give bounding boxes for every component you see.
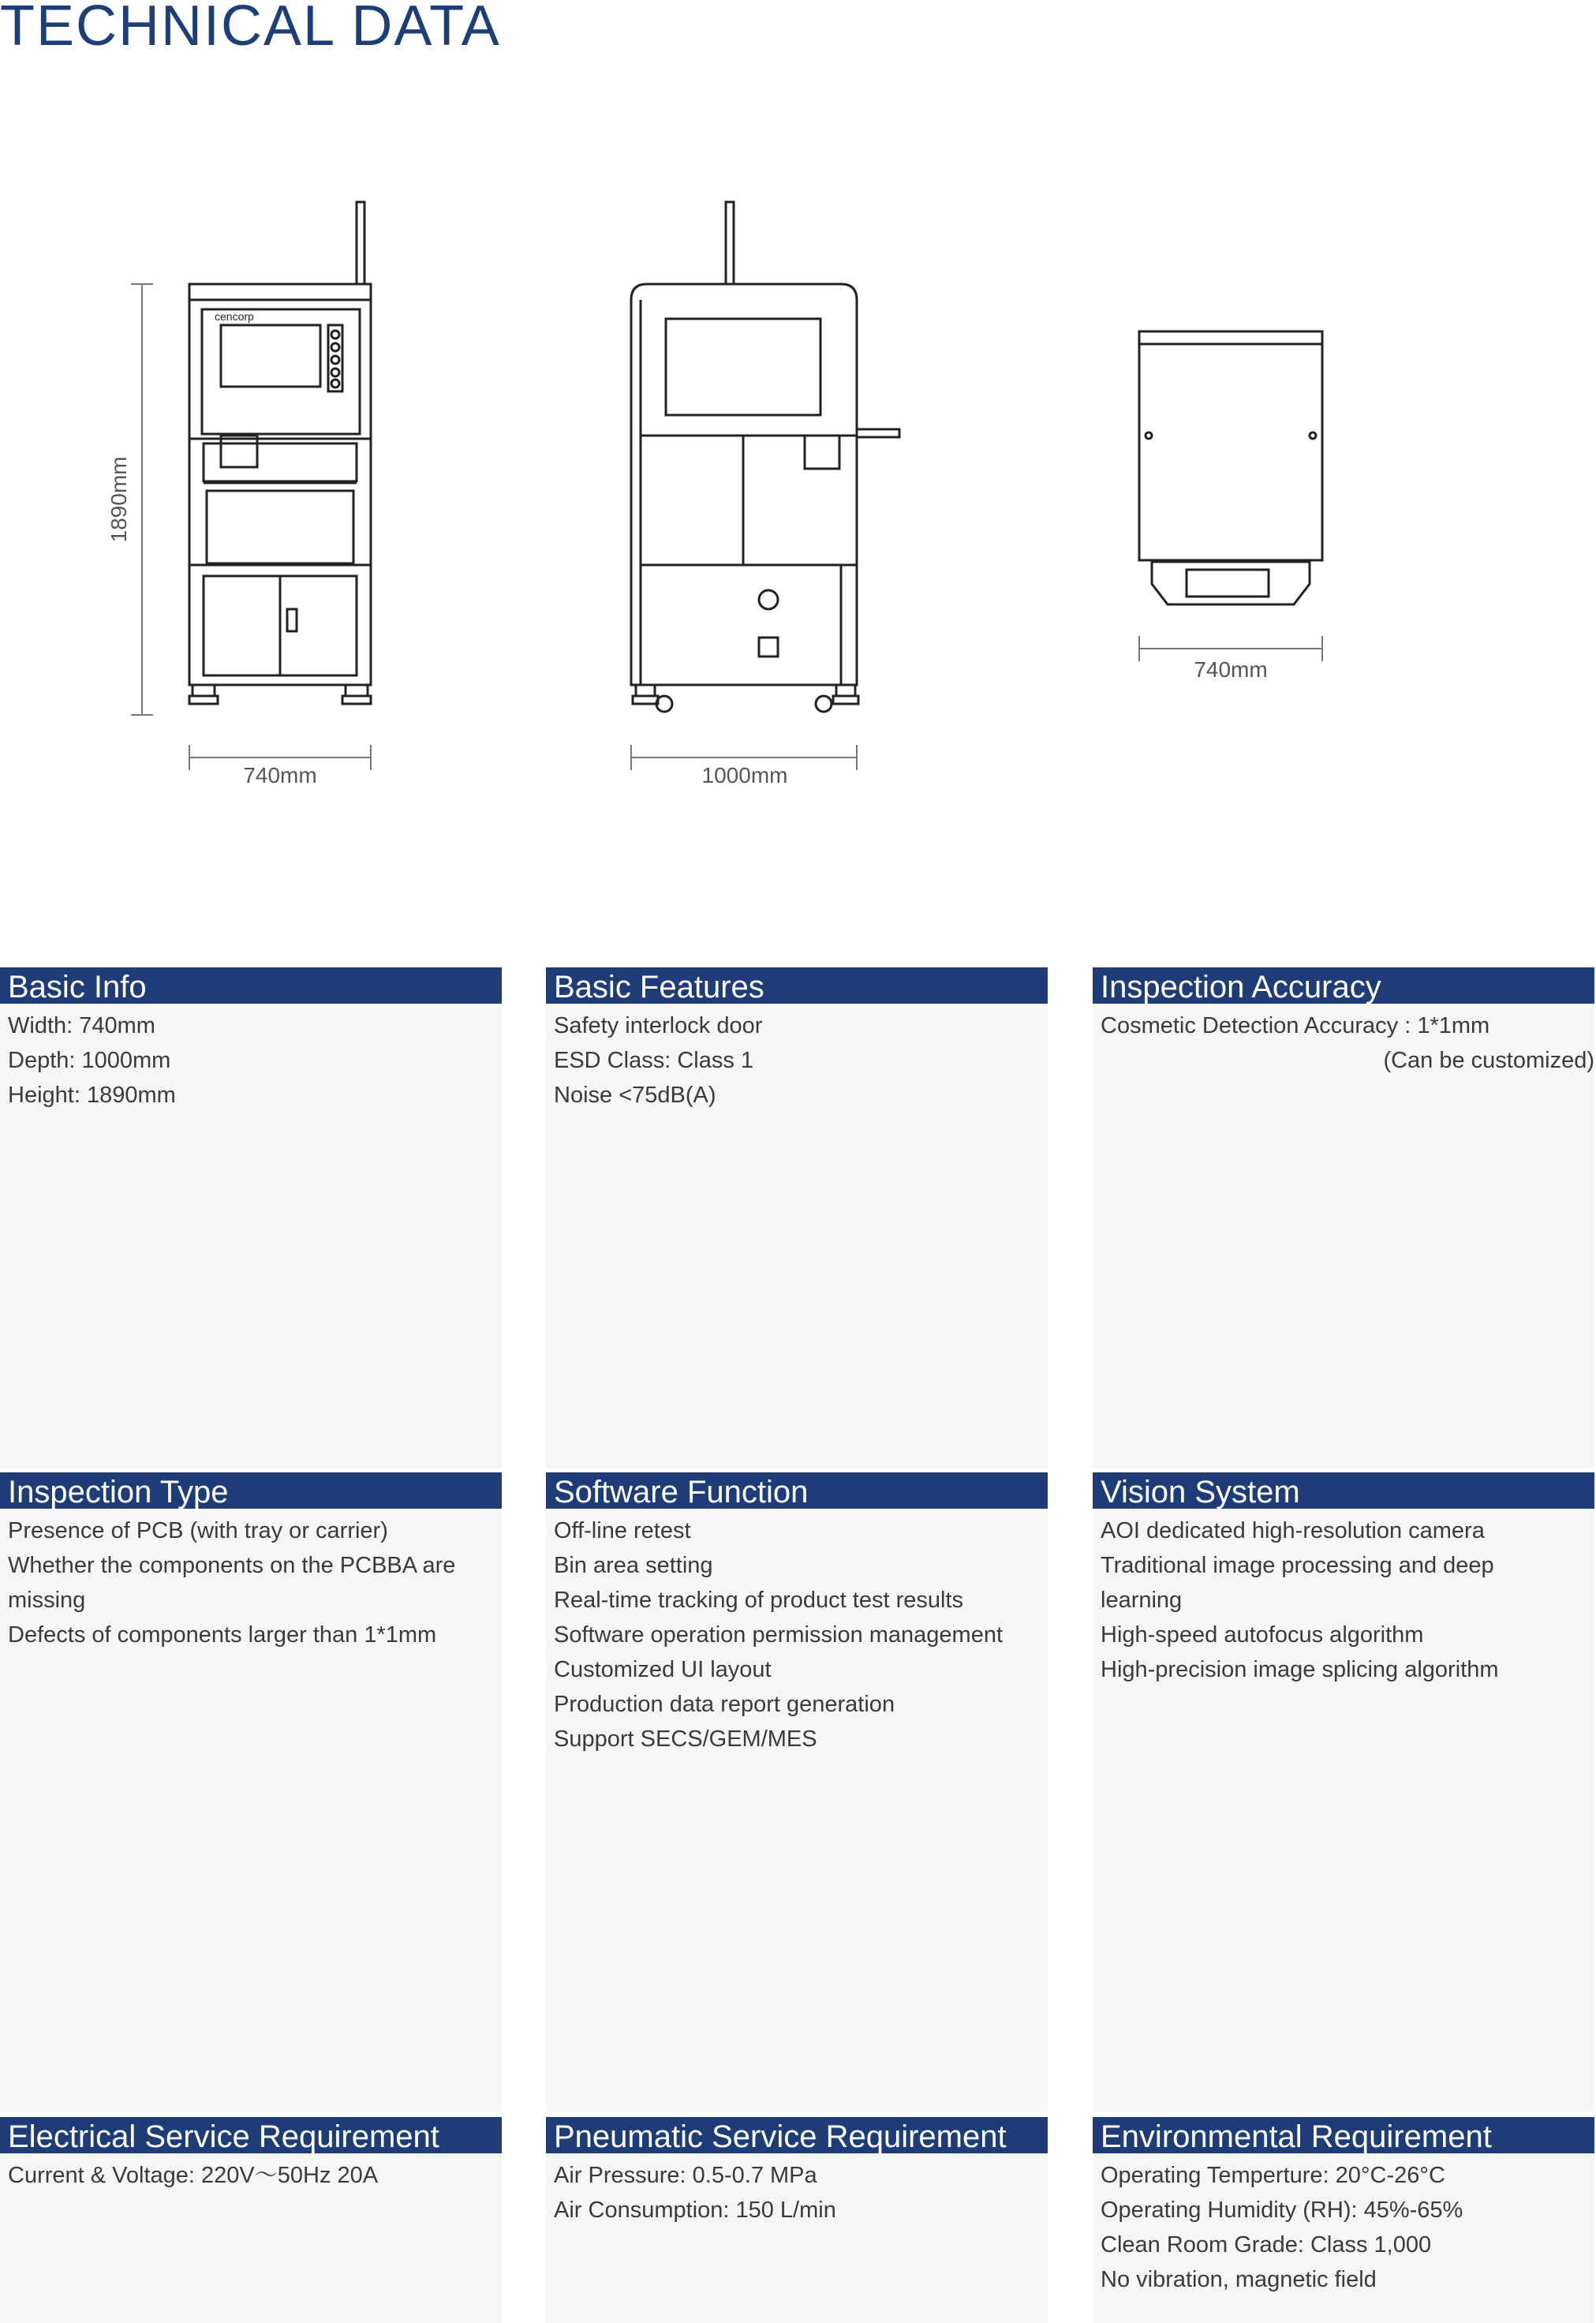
environmental-panel xyxy=(1093,2117,1594,2323)
software-function-panel xyxy=(546,1472,1048,2112)
spec-line: Traditional image processing and deep xyxy=(1101,1553,1494,1578)
spec-line: learning xyxy=(1101,1588,1183,1613)
panel-title: Basic Features xyxy=(546,967,1048,1004)
spec-line: Width: 740mm xyxy=(8,1013,155,1038)
spec-line: Air Pressure: 0.5-0.7 MPa xyxy=(554,2163,817,2188)
machine-drawings xyxy=(0,181,1596,813)
basic-info-panel xyxy=(0,967,502,1468)
panel-title: Inspection Accuracy xyxy=(1093,967,1594,1004)
basic-features-panel xyxy=(546,967,1048,1468)
spec-line: (Can be customized) xyxy=(1383,1048,1594,1073)
spec-line: ESD Class: Class 1 xyxy=(554,1048,754,1073)
spec-line: Safety interlock door xyxy=(554,1013,763,1038)
panel-title: Software Function xyxy=(546,1472,1048,1509)
spec-line: Depth: 1000mm xyxy=(8,1048,171,1073)
spec-line: Clean Room Grade: Class 1,000 xyxy=(1101,2232,1432,2258)
spec-line: Software operation permission management xyxy=(554,1622,1004,1648)
spec-line: missing xyxy=(8,1588,86,1613)
spec-line: High-speed autofocus algorithm xyxy=(1101,1622,1424,1648)
spec-line: Air Consumption: 150 L/min xyxy=(554,2198,836,2223)
spec-line: Operating Humidity (RH): 45%-65% xyxy=(1101,2198,1463,2223)
page-title: TECHNICAL DATA xyxy=(0,0,501,58)
panel-title: Vision System xyxy=(1093,1472,1594,1509)
spec-line: AOI dedicated high-resolution camera xyxy=(1101,1518,1485,1543)
panel-title: Basic Info xyxy=(0,967,502,1004)
front-view-drawing xyxy=(189,202,371,704)
spec-line: Operating Temperture: 20°C-26°C xyxy=(1101,2163,1445,2188)
electrical-panel xyxy=(0,2117,502,2323)
spec-line: Current & Voltage: 220V～50Hz 20A xyxy=(8,2163,379,2188)
spec-line: High-precision image splicing algorithm xyxy=(1101,1657,1499,1682)
spec-line: Support SECS/GEM/MES xyxy=(554,1726,817,1752)
front-brand-label: cencorp xyxy=(215,310,254,323)
panel-title: Electrical Service Requirement xyxy=(0,2117,502,2153)
inspection-accuracy-panel xyxy=(1093,967,1594,1468)
panel-title: Inspection Type xyxy=(0,1472,502,1509)
front-width-label: 740mm xyxy=(243,763,317,787)
top-width-label: 740mm xyxy=(1194,657,1268,682)
spec-line: Real-time tracking of product test results xyxy=(554,1588,963,1613)
spec-line: Cosmetic Detection Accuracy : 1*1mm xyxy=(1101,1013,1490,1038)
inspection-type-panel xyxy=(0,1472,502,2112)
side-width-label: 1000mm xyxy=(701,763,788,787)
spec-line: Noise <75dB(A) xyxy=(554,1083,716,1108)
spec-line: Presence of PCB (with tray or carrier) xyxy=(8,1518,388,1543)
spec-line: Height: 1890mm xyxy=(8,1083,176,1108)
pneumatic-panel xyxy=(546,2117,1048,2323)
spec-line: Production data report generation xyxy=(554,1692,895,1717)
top-view-drawing xyxy=(1139,331,1322,604)
spec-line: Whether the components on the PCBBA are xyxy=(8,1553,456,1578)
spec-line: Bin area setting xyxy=(554,1553,713,1578)
panel-title: Pneumatic Service Requirement xyxy=(546,2117,1048,2153)
spec-line: Defects of components larger than 1*1mm xyxy=(8,1622,437,1648)
front-height-label: 1890mm xyxy=(107,456,131,543)
spec-line: No vibration, magnetic field xyxy=(1101,2267,1377,2292)
vision-system-panel xyxy=(1093,1472,1594,2112)
side-view-drawing xyxy=(631,202,899,712)
spec-line: Off-line retest xyxy=(554,1518,691,1543)
panel-title: Environmental Requirement xyxy=(1093,2117,1594,2153)
spec-line: Customized UI layout xyxy=(554,1657,772,1682)
